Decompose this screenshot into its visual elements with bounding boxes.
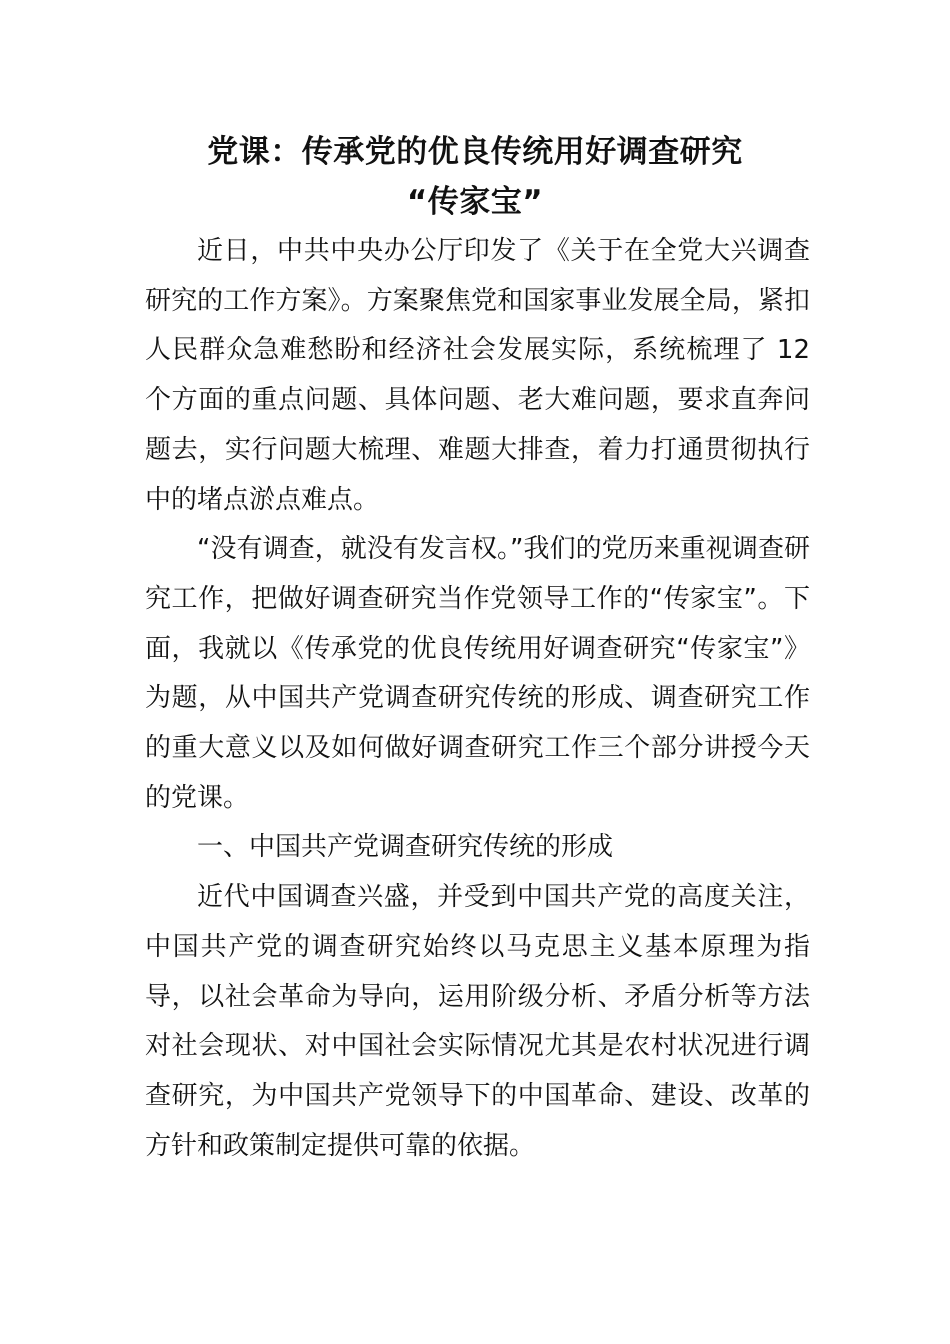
- section-heading: 一、中国共产党调查研究传统的形成: [197, 832, 614, 863]
- document-title-line-2: “传家宝”: [406, 184, 544, 220]
- document-body: [145, 227, 810, 1171]
- section-paragraph: 近代中国调查兴盛，并受到中国共产党的高度关注，中国共产党的调查研究始终以马克思主义基本原理为指导，以社会革命为导向，运用阶级分析、矛盾分析等方法对社会现状、对中国社会实际情况尤其是农村状况进行调查研究，为中国共产党领导下的中国革命、建设、改革的方针和政策制定提供可靠的依据。: [145, 882, 810, 1161]
- intro-paragraph: 近日，中共中央办公厅印发了《关于在全党大兴调查研究的工作方案》。方案聚焦党和国家事业发展全局，紧扣人民群众急难愁盼和经济社会发展实际，系统梳理了 12 个方面的重点问题、具体问题、老大难问题，要求直奔问题去，实行问题大梳理、难题大排查，着力打通贯彻执行中的堵点淤点难点。: [145, 236, 810, 515]
- document-title-line-1: 党课：传承党的优良传统用好调查研究: [207, 134, 743, 170]
- quote-paragraph: “没有调查，就没有发言权。”我们的党历来重视调查研究工作，把做好调查研究当作党领导工作的“传家宝”。下面，我就以《传承党的优良传统用好调查研究“传家宝”》为题，从中国共产党调查研究传统的形成、调查研究工作的重大意义以及如何做好调查研究工作三个部分讲授今天的党课。: [145, 534, 810, 813]
